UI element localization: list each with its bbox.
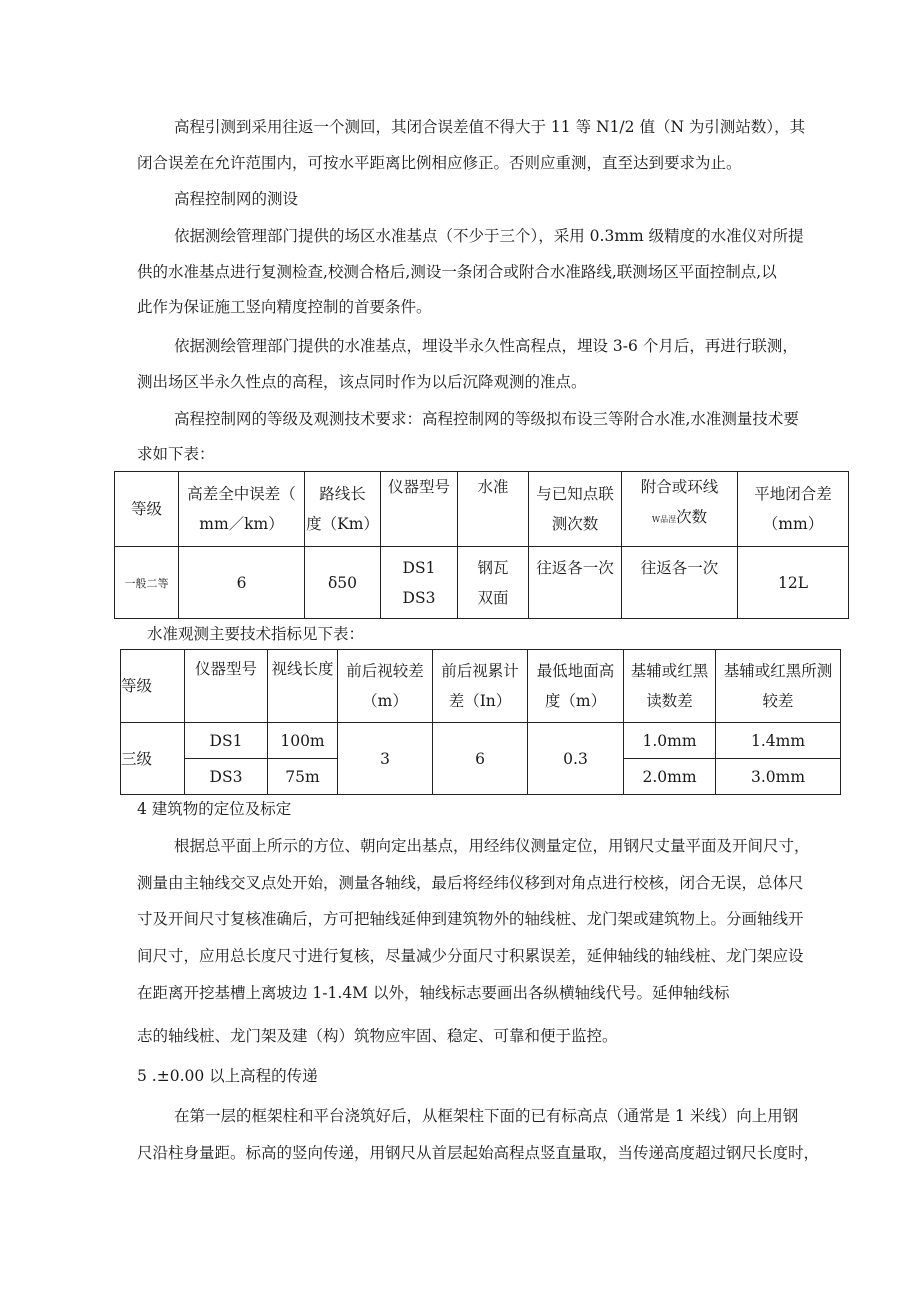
paragraph-line: 供的水准基点进行复测检查,校测合格后,测设一条闭合或附合水准路线,联测场区平面控制点,以 (137, 263, 777, 281)
header-instrument: 仪器型号 (185, 650, 268, 723)
paragraph-line: 高程控制网的等级及观测技术要求：高程控制网的等级拟布设三等附合水准,水准测量技术要 (174, 410, 799, 428)
cell-sight: 100m (268, 723, 338, 759)
cell-reading-difference: 1.0mm (624, 723, 716, 759)
paragraph-line: 间尺寸，应用总长度尺寸进行复核，尽量减少分面尺寸积累误差，延伸轴线的轴线桩、龙门架应设 (137, 947, 804, 965)
header-sight-difference: 前后视较差 （m） (338, 650, 433, 723)
cell-sight-difference: 3 (338, 723, 433, 795)
cell-measured-difference: 1.4mm (716, 723, 841, 759)
paragraph-line: 闭合误差在允许范围内，可按水平距离比例相应修正。否则应重测，直至达到要求为止。 (137, 154, 742, 172)
paragraph-line: 测出场区半永久性点的高程，该点同时作为以后沉降观测的准点。 (137, 373, 587, 391)
section-heading: 高程控制网的测设 (174, 190, 299, 208)
leveling-grade-table (114, 471, 849, 619)
cell-accumulated-difference: 6 (433, 723, 528, 795)
cell-route: δ50 (305, 547, 381, 619)
paragraph-line: 求如下表： (137, 445, 215, 463)
cell-closure: 12L (738, 547, 849, 619)
paragraph-line: 此作为保证施工竖向精度控制的首要条件。 (137, 298, 432, 316)
cell-sight: 75m (268, 759, 338, 795)
cell-known: 往返各一次 (529, 547, 622, 619)
header-grade: 等级 (115, 472, 179, 547)
table-caption: 水准观测主要技术指标见下表： (147, 625, 365, 643)
cell-grade: 三级 (121, 723, 185, 795)
cell-instrument: DS1 (185, 723, 268, 759)
cell-instrument: DS1 DS3 (381, 547, 458, 619)
header-instrument: 仪器型号 (381, 472, 458, 547)
paragraph-line: 测量由主轴线交叉点处开始，测量各轴线，最后将经纬仪移到对角点进行校核，闭合无误，总体尺 (137, 874, 804, 892)
header-accumulated-difference: 前后视累计 差（In） (433, 650, 528, 723)
cell-error: 6 (179, 547, 305, 619)
paragraph-line: 高程引测到采用往返一个测回，其闭合误差值不得大于 11 等 N1/2 值（N 为引测站数），其 (174, 118, 806, 136)
header-measured-difference: 基辅或红黑所测 较差 (716, 650, 841, 723)
cell-measured-difference: 3.0mm (716, 759, 841, 795)
cell-reading-difference: 2.0mm (624, 759, 716, 795)
paragraph-line: 在距离开挖基槽上离坡边 1-1.4M 以外，轴线标志要画出各纵横轴线代号。延伸轴线标 (137, 984, 730, 1002)
header-grade: 等级 (121, 650, 185, 723)
section-title: 5 .±0.00 以上高程的传递 (137, 1067, 318, 1085)
paragraph-line: 寸及开间尺寸复核准确后，方可把轴线延伸到建筑物外的轴线桩、龙门架或建筑物上。分画轴线开 (137, 910, 804, 928)
header-loop: 附合或环线 W品涅次数 (622, 472, 738, 547)
paragraph-line: 根据总平面上所示的方位、朝向定出基点，用经纬仪测量定位，用钢尺丈量平面及开间尺寸， (174, 837, 810, 855)
header-known-point: 与已知点联 测次数 (529, 472, 622, 547)
cell-grade: 一般二等 (115, 547, 179, 619)
header-closure: 平地闭合差 （mm） (738, 472, 849, 547)
paragraph-line: 依据测绘管理部门提供的水准基点，埋设半永久性高程点，埋设 3-6 个月后，再进行联测， (174, 337, 798, 355)
header-sight-length: 视线长度 (268, 650, 338, 723)
paragraph-line: 依据测绘管理部门提供的场区水准基点（不少于三个），采用 0.3mm 级精度的水准仪对所提 (174, 227, 804, 245)
header-error: 高差全中误差（ mm／km） (179, 472, 305, 547)
cell-min-ground-height: 0.3 (528, 723, 624, 795)
header-leveling-rod: 水准 (458, 472, 529, 547)
cell-instrument: DS3 (185, 759, 268, 795)
paragraph-line: 在第一层的框架柱和平台浇筑好后，从框架柱下面的已有标高点（通常是 1 米线）向上用钢 (174, 1107, 799, 1125)
cell-leveling: 钢瓦 双面 (458, 547, 529, 619)
cell-loop: 往返各一次 (622, 547, 738, 619)
paragraph-line: 尺沿柱身量距。标高的竖向传递，用钢尺从首层起始高程点竖直量取，当传递高度超过钢尺长度时， (137, 1144, 820, 1162)
header-reading-difference: 基辅或红黑 读数差 (624, 650, 716, 723)
header-route-length: 路线长 度（Km） (305, 472, 381, 547)
paragraph-line: 志的轴线桩、龙门架及建（构）筑物应牢固、稳定、可靠和便于监控。 (137, 1027, 618, 1045)
observation-spec-table (120, 649, 841, 795)
section-title: 4 建筑物的定位及标定 (137, 800, 292, 818)
header-min-ground-height: 最低地面高 度（m） (528, 650, 624, 723)
